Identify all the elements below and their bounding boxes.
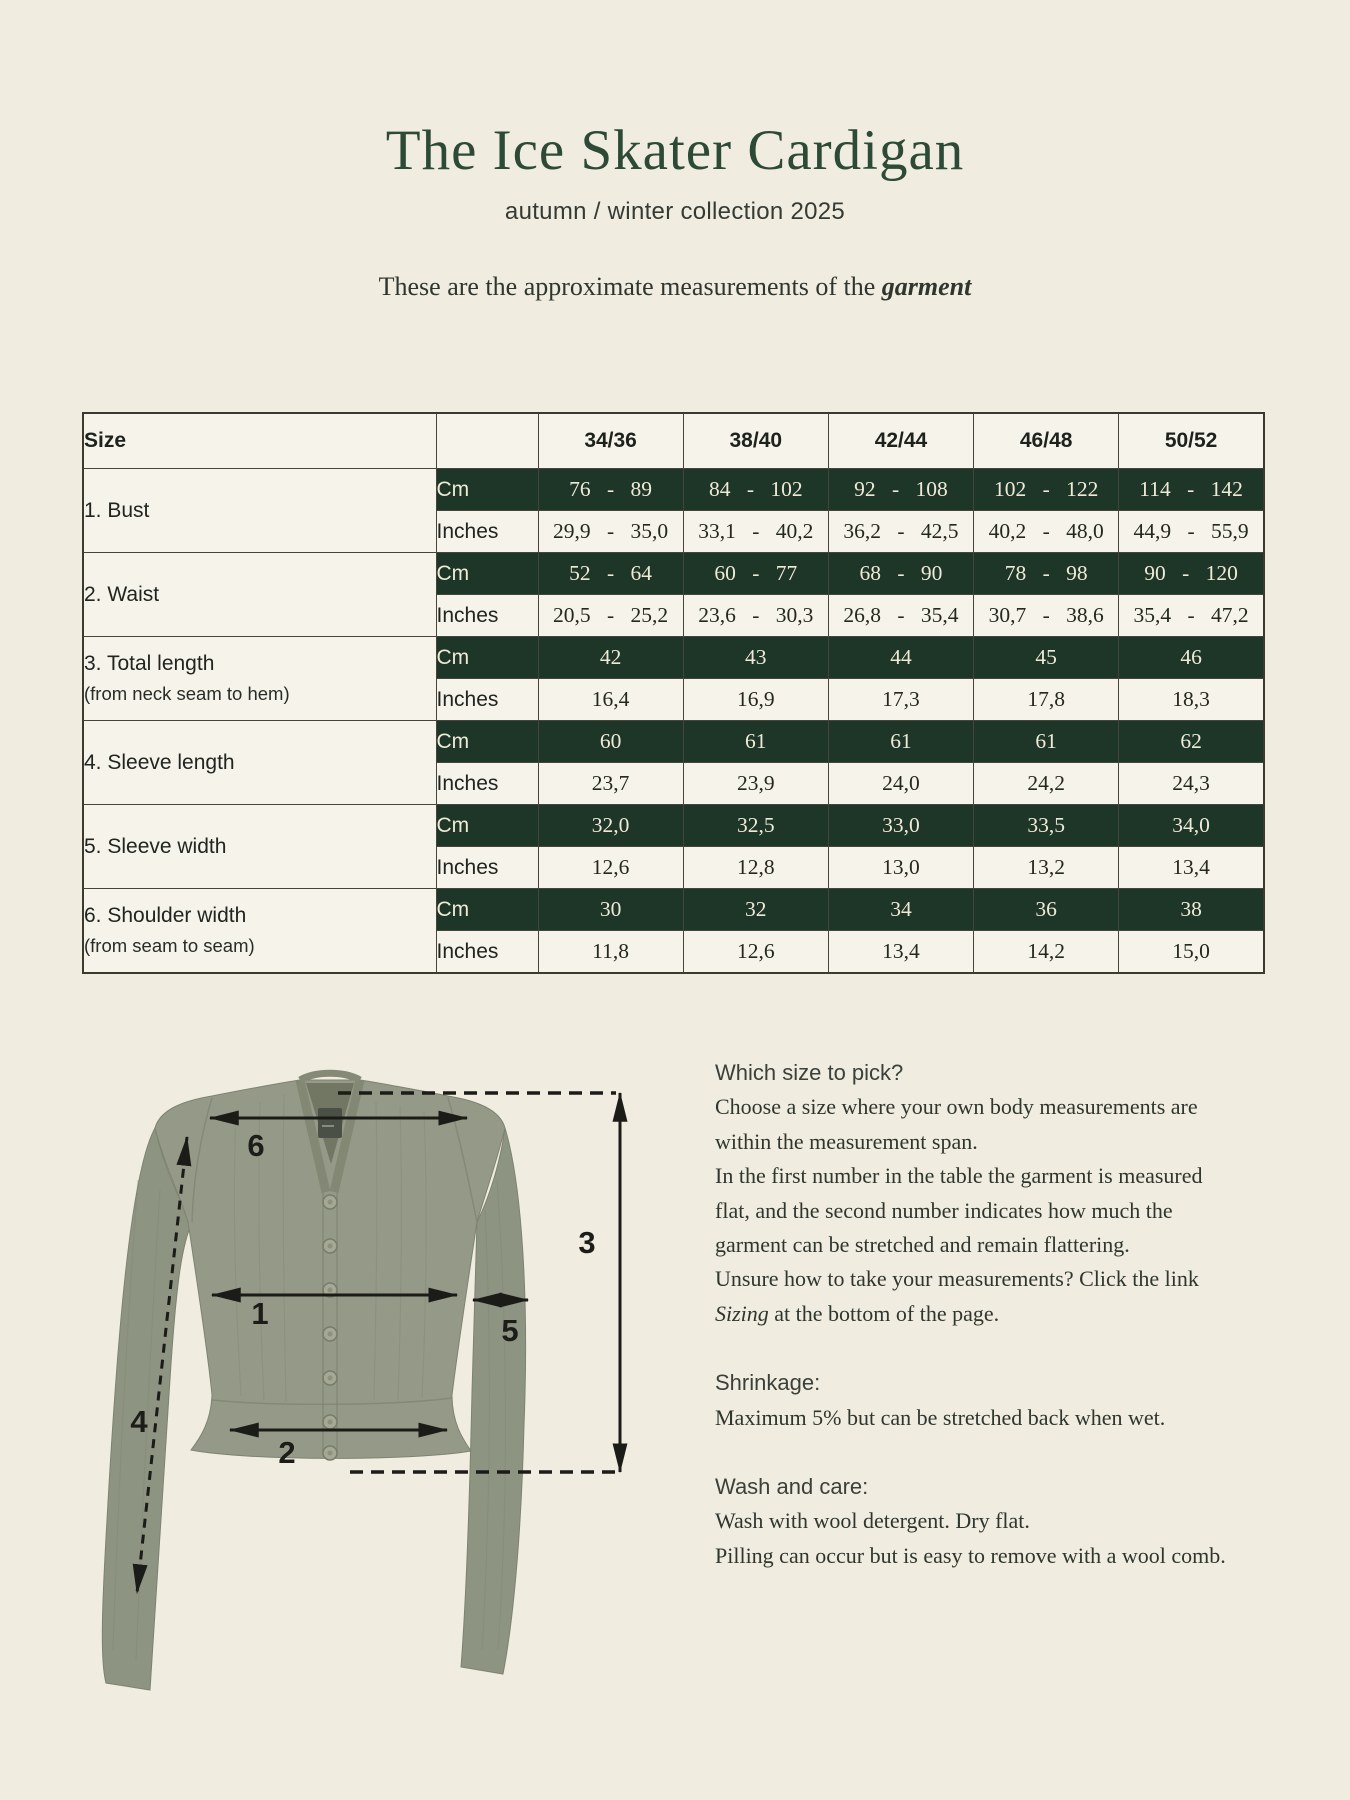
value-cell: 45 <box>974 637 1119 679</box>
measurement-label-cell <box>83 721 436 805</box>
value-cell: 61 <box>683 721 828 763</box>
table-row <box>83 889 1264 931</box>
value-cell: 32 <box>683 889 828 931</box>
value-cell: 13,2 <box>974 847 1119 889</box>
value-cell: 23,9 <box>683 763 828 805</box>
cardigan-illustration <box>102 1073 525 1690</box>
value-cell: 12,8 <box>683 847 828 889</box>
size-chart-table <box>82 412 1265 974</box>
value-cell: 12,6 <box>683 931 828 974</box>
value-cell: 30 <box>538 889 683 931</box>
brand-label-tag <box>318 1108 342 1138</box>
unit-inches-label: Inches <box>436 931 538 974</box>
measurement-label: 2. Waist <box>84 582 160 606</box>
value-cell: 26,8 - 35,4 <box>828 595 973 637</box>
value-cell: 23,7 <box>538 763 683 805</box>
measurement-label-cell <box>83 889 436 974</box>
value-cell: 36,2 - 42,5 <box>828 511 973 553</box>
value-cell: 17,3 <box>828 679 973 721</box>
size-pick-line: In the first number in the table the garment is measured <box>715 1163 1203 1189</box>
shrinkage-text: Maximum 5% but can be stretched back when wet. <box>715 1404 1166 1430</box>
value-cell: 61 <box>974 721 1119 763</box>
sleeve-length-number: 4 <box>130 1404 148 1439</box>
value-cell: 35,4 - 47,2 <box>1119 595 1264 637</box>
value-cell: 24,2 <box>974 763 1119 805</box>
value-cell: 61 <box>828 721 973 763</box>
size-header: Size <box>83 413 436 469</box>
value-cell: 23,6 - 30,3 <box>683 595 828 637</box>
info-text-block <box>715 1056 1290 1573</box>
value-cell: 84 - 102 <box>683 469 828 511</box>
value-cell: 20,5 - 25,2 <box>538 595 683 637</box>
measurement-label: 4. Sleeve length <box>84 750 235 774</box>
bust-number: 1 <box>251 1296 269 1331</box>
unit-cm-label: Cm <box>436 553 538 595</box>
sizing-link-rest: at the bottom of the page. <box>768 1300 1000 1326</box>
value-cell: 34,0 <box>1119 805 1264 847</box>
unit-column-header <box>436 413 538 469</box>
size-pick-line: garment can be stretched and remain flattering. <box>715 1232 1130 1258</box>
value-cell: 16,9 <box>683 679 828 721</box>
unit-cm-label: Cm <box>436 805 538 847</box>
value-cell: 34 <box>828 889 973 931</box>
unit-cm-label: Cm <box>436 721 538 763</box>
value-cell: 36 <box>974 889 1119 931</box>
spacer <box>715 1331 1290 1366</box>
value-cell: 44,9 - 55,9 <box>1119 511 1264 553</box>
table-row <box>83 553 1264 595</box>
value-cell: 68 - 90 <box>828 553 973 595</box>
table-header-row <box>83 413 1264 469</box>
measurement-label: 5. Sleeve width <box>84 834 227 858</box>
value-cell: 46 <box>1119 637 1264 679</box>
value-cell: 42 <box>538 637 683 679</box>
value-cell: 76 - 89 <box>538 469 683 511</box>
unit-inches-label: Inches <box>436 763 538 805</box>
unit-inches-label: Inches <box>436 679 538 721</box>
value-cell: 102 - 122 <box>974 469 1119 511</box>
value-cell: 52 - 64 <box>538 553 683 595</box>
value-cell: 17,8 <box>974 679 1119 721</box>
value-cell: 13,4 <box>1119 847 1264 889</box>
measurement-note: (from seam to seam) <box>84 935 255 956</box>
value-cell: 33,1 - 40,2 <box>683 511 828 553</box>
size-pick-line: flat, and the second number indicates how much the <box>715 1197 1173 1223</box>
intro-text: These are the approximate measurements of the <box>378 272 882 301</box>
value-cell: 13,4 <box>828 931 973 974</box>
value-cell: 60 - 77 <box>683 553 828 595</box>
size-column-42-44: 42/44 <box>828 413 973 469</box>
spacer <box>715 1435 1290 1470</box>
measurement-label-cell <box>83 637 436 721</box>
measurement-label-cell <box>83 553 436 637</box>
measurement-label-cell <box>83 469 436 553</box>
value-cell: 30,7 - 38,6 <box>974 595 1119 637</box>
size-pick-line: Choose a size where your own body measurements are <box>715 1094 1198 1120</box>
measurement-label-cell <box>83 805 436 889</box>
unit-cm-label: Cm <box>436 637 538 679</box>
value-cell: 15,0 <box>1119 931 1264 974</box>
care-line: Pilling can occur but is easy to remove with a wool comb. <box>715 1542 1226 1568</box>
measurement-label: 6. Shoulder width <box>84 904 247 927</box>
value-cell: 60 <box>538 721 683 763</box>
value-cell: 90 - 120 <box>1119 553 1264 595</box>
value-cell: 92 - 108 <box>828 469 973 511</box>
value-cell: 12,6 <box>538 847 683 889</box>
collection-subtitle: autumn / winter collection 2025 <box>504 198 846 225</box>
unit-inches-label: Inches <box>436 595 538 637</box>
size-column-46-48: 46/48 <box>974 413 1119 469</box>
unit-inches-label: Inches <box>436 511 538 553</box>
value-cell: 16,4 <box>538 679 683 721</box>
waist-number: 2 <box>278 1435 296 1470</box>
value-cell: 29,9 - 35,0 <box>538 511 683 553</box>
care-heading: Wash and care: <box>715 1474 869 1500</box>
table-row <box>83 469 1264 511</box>
sizing-link-line <box>715 1297 1290 1331</box>
value-cell: 62 <box>1119 721 1264 763</box>
value-cell: 38 <box>1119 889 1264 931</box>
measurement-label: 1. Bust <box>84 498 150 522</box>
intro-emphasis: garment <box>881 272 972 301</box>
garment-measurement-diagram <box>60 1050 660 1750</box>
size-pick-line: within the measurement span. <box>715 1128 978 1154</box>
total-length-number: 3 <box>578 1225 596 1260</box>
value-cell: 14,2 <box>974 931 1119 974</box>
size-pick-heading: Which size to pick? <box>715 1060 904 1085</box>
value-cell: 24,0 <box>828 763 973 805</box>
value-cell: 33,0 <box>828 805 973 847</box>
shoulder-width-number: 6 <box>247 1128 265 1163</box>
value-cell: 33,5 <box>974 805 1119 847</box>
size-column-34-36: 34/36 <box>538 413 683 469</box>
value-cell: 40,2 - 48,0 <box>974 511 1119 553</box>
value-cell: 13,0 <box>828 847 973 889</box>
intro-line <box>0 272 1350 302</box>
sizing-link-mention: Sizing <box>715 1300 769 1326</box>
value-cell: 11,8 <box>538 931 683 974</box>
value-cell: 114 - 142 <box>1119 469 1264 511</box>
value-cell: 24,3 <box>1119 763 1264 805</box>
size-column-38-40: 38/40 <box>683 413 828 469</box>
value-cell: 43 <box>683 637 828 679</box>
value-cell: 32,0 <box>538 805 683 847</box>
table-row <box>83 721 1264 763</box>
unit-cm-label: Cm <box>436 889 538 931</box>
sleeve-width-number: 5 <box>501 1313 519 1348</box>
size-pick-line: Unsure how to take your measurements? Click the link <box>715 1266 1199 1292</box>
size-column-50-52: 50/52 <box>1119 413 1264 469</box>
table-row <box>83 637 1264 679</box>
value-cell: 32,5 <box>683 805 828 847</box>
care-line: Wash with wool detergent. Dry flat. <box>715 1508 1030 1534</box>
value-cell: 44 <box>828 637 973 679</box>
measurement-label: 3. Total length <box>84 652 215 675</box>
page-title: The Ice Skater Cardigan <box>385 119 965 182</box>
unit-inches-label: Inches <box>436 847 538 889</box>
collar <box>300 1073 360 1080</box>
value-cell: 78 - 98 <box>974 553 1119 595</box>
shrinkage-heading: Shrinkage: <box>715 1370 821 1396</box>
table-row <box>83 805 1264 847</box>
value-cell: 18,3 <box>1119 679 1264 721</box>
measurement-note: (from neck seam to hem) <box>84 683 290 704</box>
unit-cm-label: Cm <box>436 469 538 511</box>
